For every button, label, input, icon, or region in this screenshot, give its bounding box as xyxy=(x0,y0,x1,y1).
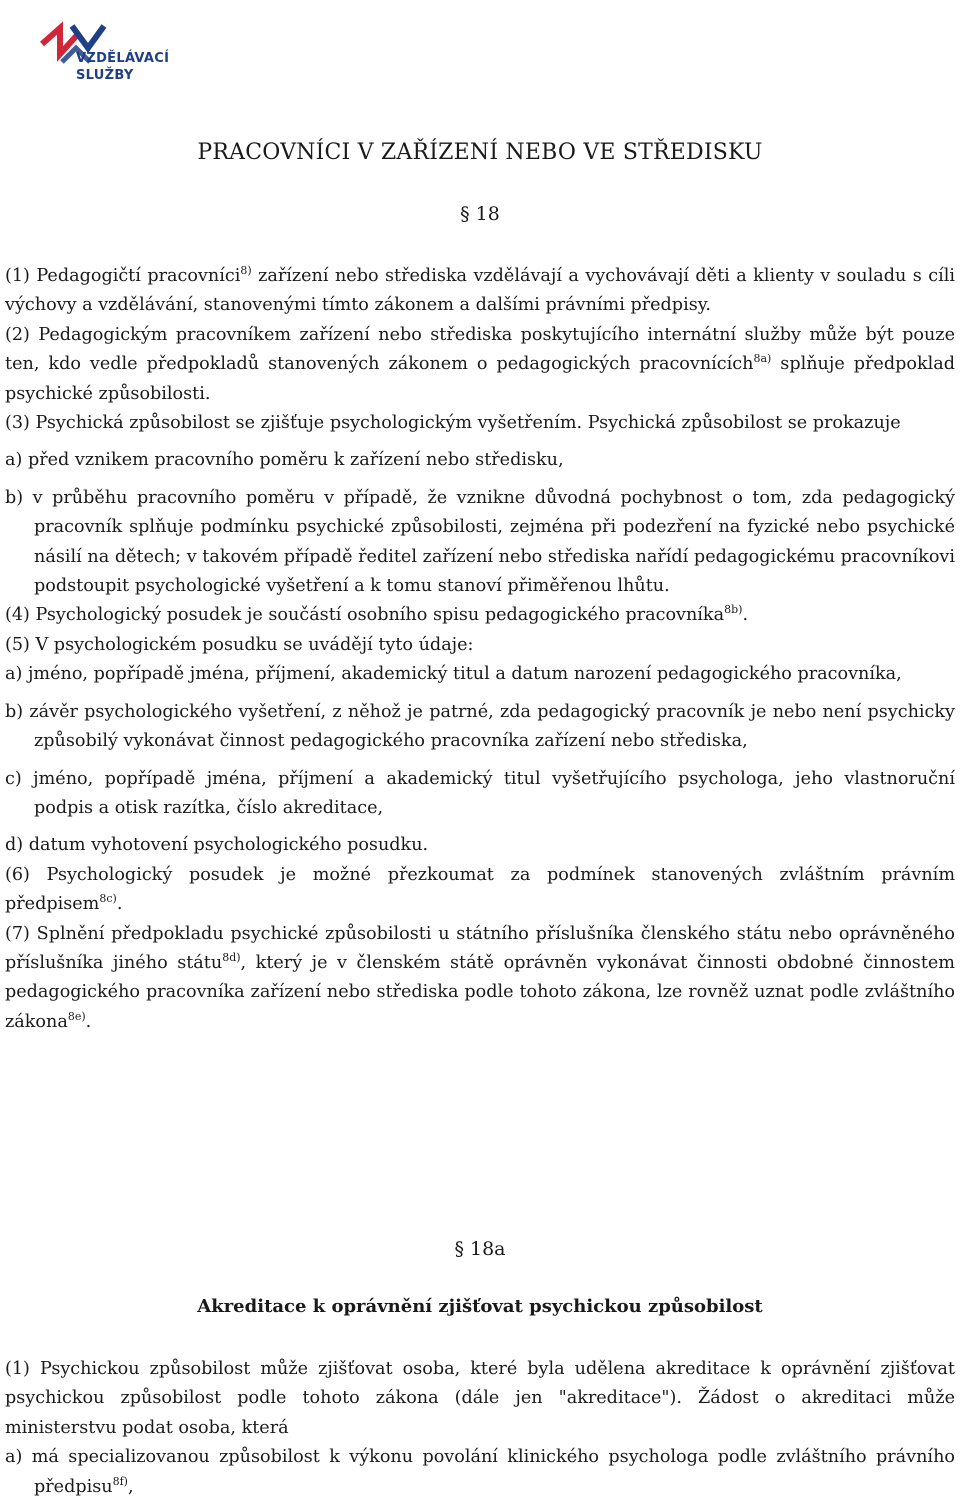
footnote-ref: 8) xyxy=(240,264,252,277)
section-18a-label: § 18a xyxy=(454,1238,506,1260)
paragraph-3: (3) Psychická způsobilost se zjišťuje psychologickým vyšetřením. Psychická způsobilost se prokazuje xyxy=(5,413,901,434)
section-18a-body xyxy=(5,1355,955,1502)
footnote-ref: 8c) xyxy=(99,892,117,906)
list-item-5d: d) datum vyhotovení psychologického posudku. xyxy=(5,835,429,856)
list-item-3a: a) před vznikem pracovního poměru k zařízení nebo středisku, xyxy=(5,450,564,471)
paragraph-4: (4) Psychologický posudek je součástí osobního spisu pedagogického pracovníka$^{8b)}$. xyxy=(5,603,749,626)
footnote-ref: 8e) xyxy=(67,1009,86,1023)
logo xyxy=(38,18,178,98)
logo-line-1: VZDĚLÁVACÍ xyxy=(76,51,170,66)
footnote-ref: 8a) xyxy=(753,352,772,366)
paragraph-7: (7) Splnění předpokladu psychické způsobilosti u státního příslušníka členského státu nebo oprávněného příslušníka jiného státu$^{8d)}$, který je v členském státě oprávněn vykonávat činnosti obdobné činnostem pedagogického pracovníka zařízení nebo střediska podle tohoto zákona, lze rovněž uznat podle zvláštního zákona$^{8e)}$. xyxy=(5,923,955,1032)
page-title: PRACOVNÍCI V ZAŘÍZENÍ NEBO VE STŘEDISKU xyxy=(197,140,763,165)
footnote-ref: 8d) xyxy=(222,950,241,964)
paragraph-6: (6) Psychologický posudek je možné přezkoumat za podmínek stanovených zvláštním právním předpisem$^{8c)}$. xyxy=(5,864,955,915)
footnote-ref: 8f) xyxy=(112,1474,128,1488)
list-item-5c: c) jméno, popřípadě jména, příjmení a akademický titul vyšetřujícího psychologa, jeho vlastnoruční podpis a otisk razítka, číslo akreditace, xyxy=(5,768,955,818)
list-item-3b: b) v průběhu pracovního poměru v případě, že vznikne důvodná pochybnost o tom, zda pedagogický pracovník splňuje podmínku psychické způsobilosti, zejména při podezření na fyzické nebo psychické násilí na dětech; v takovém případě ředitel zařízení nebo střediska nařídí pedagogickému pracovníkovi podstoupit psychologické vyšetření a k tomu stanoví přiměřenou lhůtu. xyxy=(5,487,955,597)
section-18-label: § 18 xyxy=(460,203,500,225)
list-item-5b: b) závěr psychologického vyšetření, z něhož je patrné, zda pedagogický pracovník je nebo není psychicky způsobilý vykonávat činnost pedagogického pracovníka zařízení nebo střediska, xyxy=(5,701,955,752)
list-item-5a: a) jméno, popřípadě jména, příjmení, akademický titul a datum narození pedagogického pracovníka, xyxy=(5,664,902,685)
paragraph-5: (5) V psychologickém posudku se uvádějí tyto údaje: xyxy=(5,634,474,655)
paragraph-1: (1) Pedagogičtí pracovníci$^{8)}$ zařízení nebo střediska vzdělávají a vychovávají děti a klienty v souladu s cíli výchovy a vzdělávání, stanovenými tímto zákonem a dalšími právními předpisy. xyxy=(5,264,955,316)
footnote-ref: 8b) xyxy=(724,603,743,617)
section-18a-heading: Akreditace k oprávnění zjišťovat psychickou způsobilost xyxy=(197,1296,763,1317)
logo-line-2: SLUŽBY xyxy=(76,68,134,83)
section-18-body xyxy=(5,262,955,1037)
list-item-18a-1a: a) má specializovanou způsobilost k výkonu povolání klinického psychologa podle zvláštního právního předpisu$^{8f)}$, xyxy=(5,1447,955,1497)
paragraph-18a-1: (1) Psychickou způsobilost může zjišťovat osoba, které byla udělena akreditace k oprávnění zjišťovat psychickou způsobilost podle tohoto zákona (dále jen "akreditace"). Žádost o akreditaci může ministerstvu podat osoba, která xyxy=(5,1359,955,1438)
paragraph-2: (2) Pedagogickým pracovníkem zařízení nebo střediska poskytujícího internátní služby může být pouze ten, kdo vedle předpokladů stanovených zákonem o pedagogických pracovnících$^{8a)}$ splňuje předpoklad psychické způsobilosti. xyxy=(5,324,955,404)
